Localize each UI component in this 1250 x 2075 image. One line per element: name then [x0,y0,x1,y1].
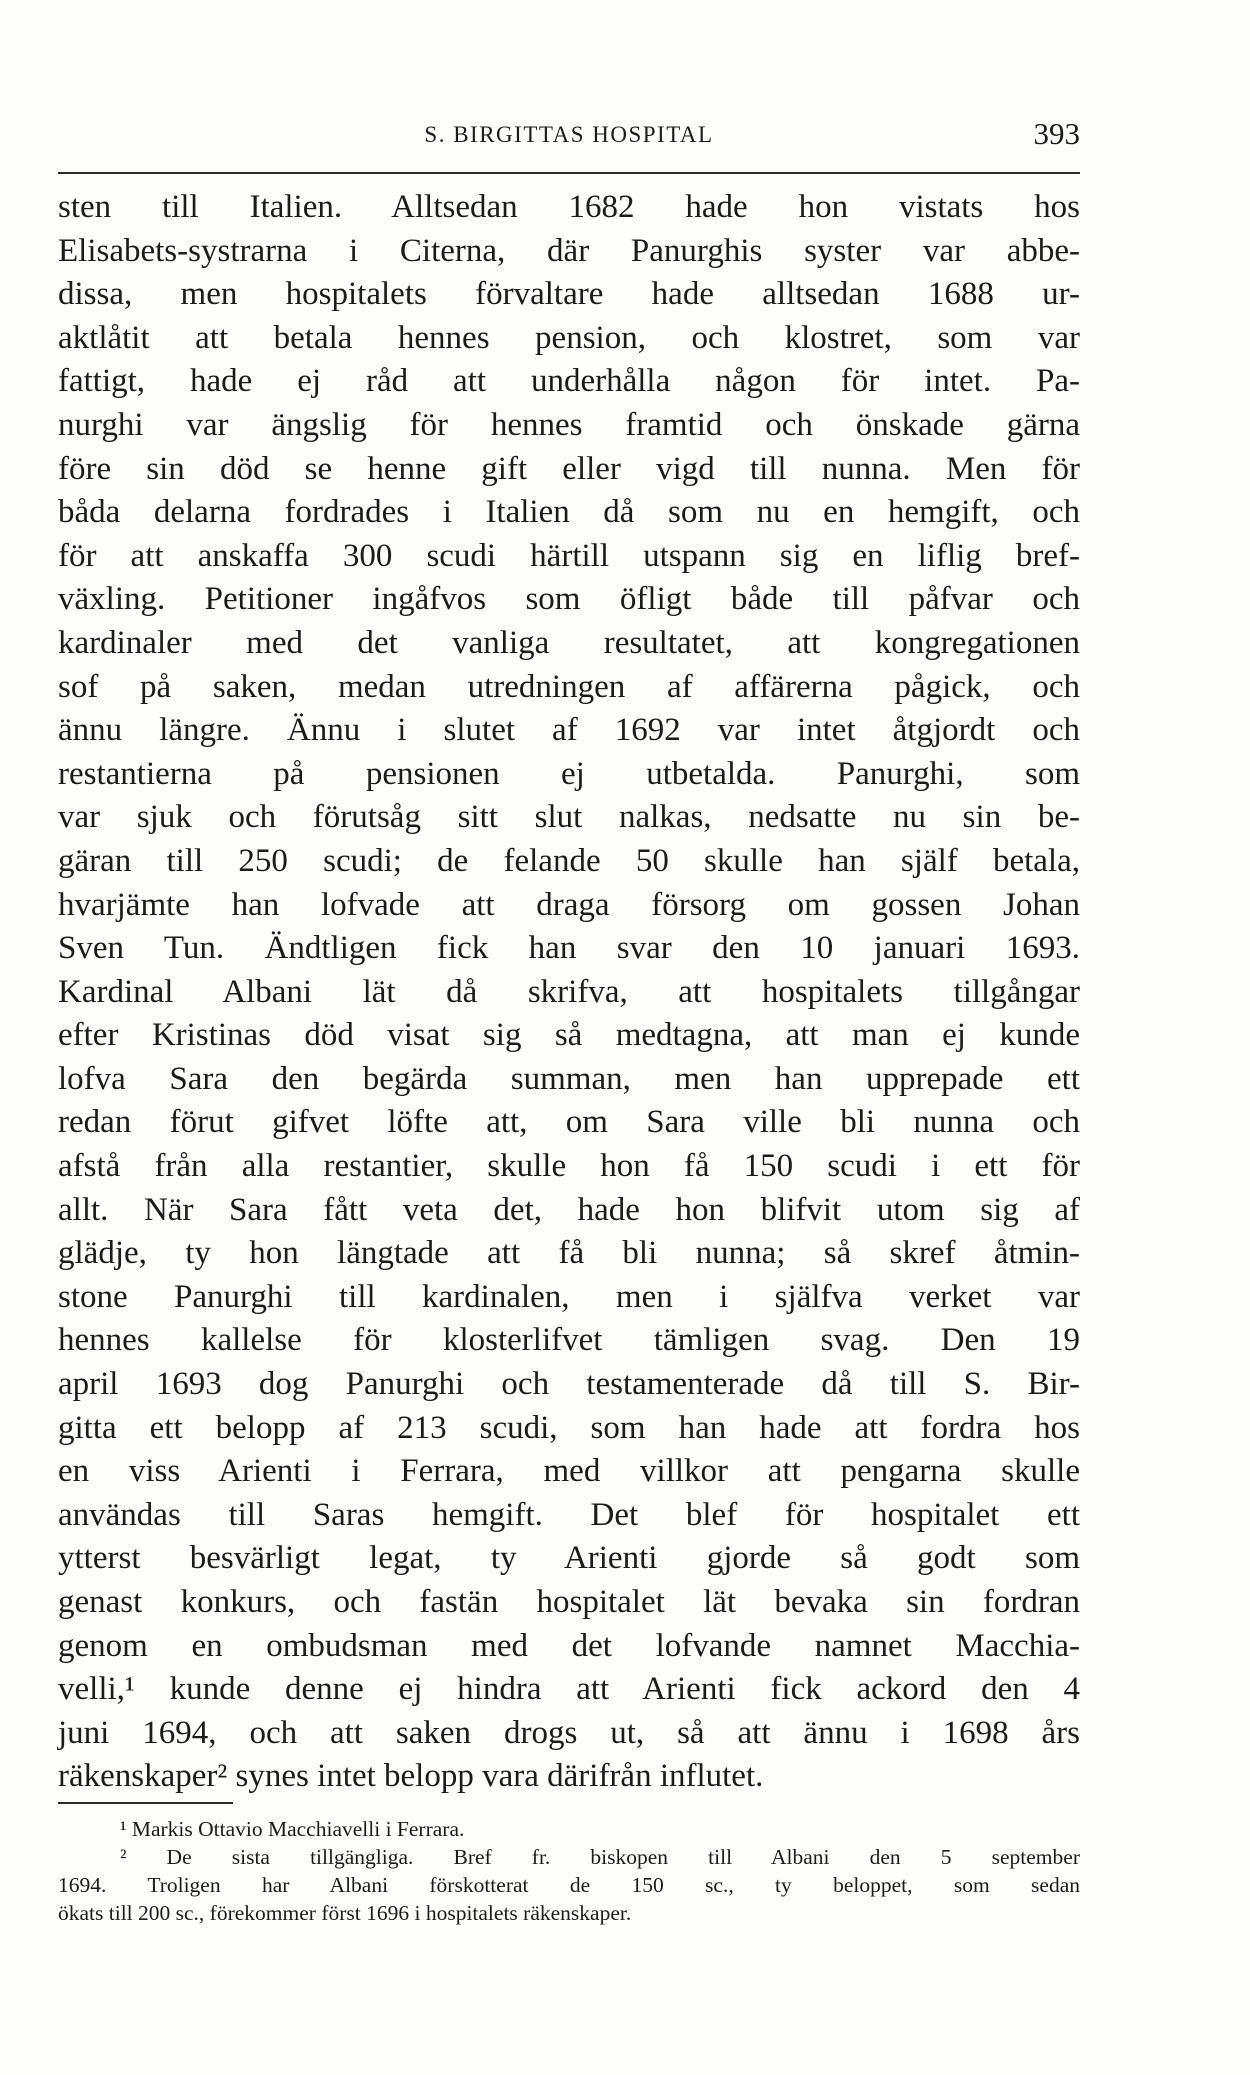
text-line: restantierna på pensionen ej utbetalda. Panurghi, som [58,755,1080,792]
footnote-line: ökats till 200 sc., förekommer först 1696 i hospitalets räkenskaper. [58,1901,632,1925]
text-line: genom en ombudsman med det lofvande namnet Macchia- [58,1627,1080,1664]
text-line: båda delarna fordrades i Italien då som nu en hemgift, och [58,494,1080,531]
text-line: fattigt, hade ej råd att underhålla någon för intet. Pa- [58,363,1080,400]
text-line: en viss Arienti i Ferrara, med villkor att pengarna skulle [58,1453,1080,1490]
text-line: kardinaler med det vanliga resultatet, att kongregationen [58,624,1080,661]
text-line: lofva Sara den begärda summan, men han upprepade ett [58,1060,1080,1097]
running-title: S. BIRGITTAS HOSPITAL [424,122,714,147]
text-line: var sjuk och förutsåg sitt slut nalkas, nedsatte nu sin be- [58,799,1080,836]
text-line: sof på saken, medan utredningen af affärerna pågick, och [58,668,1080,705]
text-line: hvarjämte han lofvade att draga försorg om gossen Johan [58,886,1080,923]
text-line: afstå från alla restantier, skulle hon få 150 scudi i ett för [58,1148,1080,1185]
text-line: sten till Italien. Alltsedan 1682 hade hon vistats hos [58,189,1080,225]
text-line: ytterst besvärligt legat, ty Arienti gjorde så godt som [58,1540,1080,1577]
text-line: aktlåtit att betala hennes pension, och klostret, som var [58,319,1080,356]
footnote-line: 1694. Troligen har Albani förskotterat de 150 sc., ty beloppet, som sedan [58,1873,1080,1897]
text-line: allt. När Sara fått veta det, hade hon blifvit utom sig af [58,1191,1080,1228]
footnote-line: ¹ Markis Ottavio Macchiavelli i Ferrara. [120,1817,465,1841]
text-line: redan förut gifvet löfte att, om Sara ville bli nunna och [58,1104,1080,1141]
body-text [58,186,1080,1799]
footnote-rule [58,1802,233,1804]
text-line: glädje, ty hon längtade att få bli nunna; så skref åtmin- [58,1235,1080,1272]
text-line: Kardinal Albani lät då skrifva, att hospitalets tillgångar [58,973,1080,1010]
text-line: räkenskaper² synes intet belopp vara därifrån influtet. [58,1758,764,1795]
page-number: 393 [1033,116,1080,151]
text-line: velli,¹ kunde denne ej hindra att Arienti fick ackord den 4 [58,1671,1080,1708]
text-line: hennes kallelse för klosterlifvet tämligen svag. Den 19 [58,1322,1080,1359]
text-line: ännu längre. Ännu i slutet af 1692 var intet åtgjordt och [58,712,1080,749]
text-line: för att anskaffa 300 scudi härtill utspann sig en liflig bref- [58,537,1080,574]
text-line: gitta ett belopp af 213 scudi, som han hade att fordra hos [58,1409,1080,1446]
text-line: växling. Petitioner ingåfvos som öfligt både till påfvar och [58,581,1080,618]
running-head [58,118,1080,158]
header-rule [58,172,1080,174]
text-line: Elisabets-systrarna i Citerna, där Panurghis syster var abbe- [58,232,1080,269]
footnote-line: ² De sista tillgängliga. Bref fr. biskopen till Albani den 5 september [120,1845,1080,1869]
text-line: Sven Tun. Ändtligen fick han svar den 10 januari 1693. [58,930,1080,967]
text-line: dissa, men hospitalets förvaltare hade alltsedan 1688 ur- [58,276,1080,313]
text-line: genast konkurs, och fastän hospitalet lät bevaka sin fordran [58,1584,1080,1620]
text-line: juni 1694, och att saken drogs ut, så att ännu i 1698 års [58,1714,1080,1751]
text-line: stone Panurghi till kardinalen, men i själfva verket var [58,1278,1080,1315]
text-line: gäran till 250 scudi; de felande 50 skulle han själf betala, [58,842,1080,879]
text-line: användas till Saras hemgift. Det blef för hospitalet ett [58,1496,1080,1533]
text-line: nurghi var ängslig för hennes framtid och önskade gärna [58,406,1080,443]
text-line: efter Kristinas död visat sig så medtagna, att man ej kunde [58,1017,1080,1054]
footnotes [58,1815,1080,1927]
text-line: april 1693 dog Panurghi och testamenterade då till S. Bir- [58,1366,1080,1403]
text-line: före sin död se henne gift eller vigd till nunna. Men för [58,450,1080,487]
